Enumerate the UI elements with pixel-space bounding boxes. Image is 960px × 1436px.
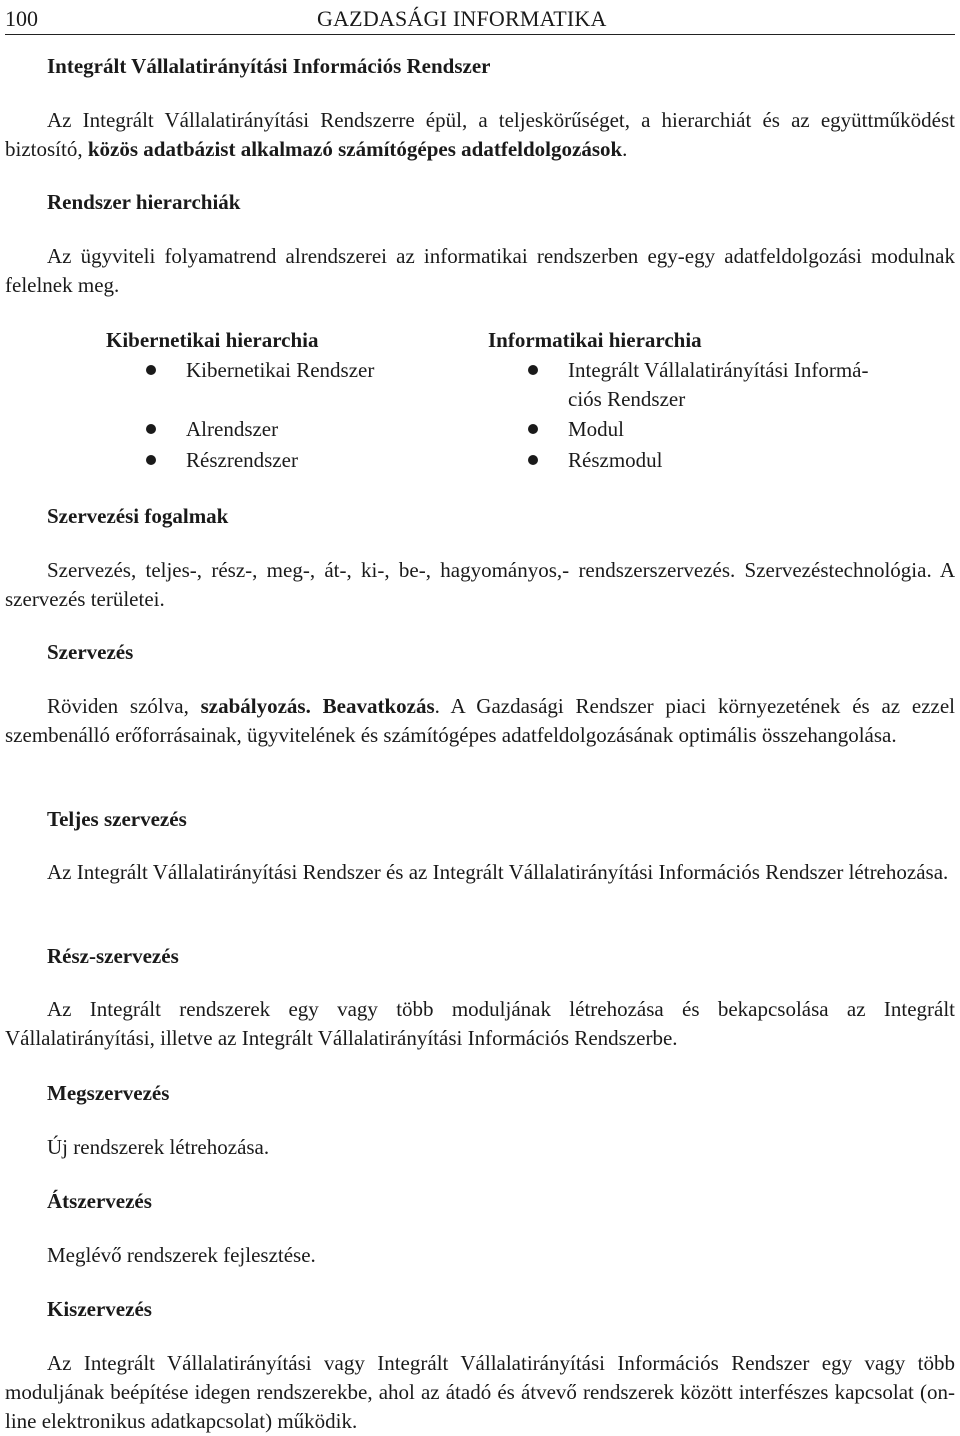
list-item xyxy=(146,356,374,385)
org-concepts-paragraph: Szervezés, teljes-, rész-, meg-, át-, ki-, be-, hagyományos,- rendszerszervezés. Szervezéstechnológia. A szervezés területei. xyxy=(5,558,955,611)
out-org-paragraph: Az Integrált Vállalatirányítási vagy Integrált Vállalatirányítási Információs Rendszer egy vagy több moduljának beépítése idegen rendszerekbe, ahol az átadó és átvevő rendszerek között interfészes kapcsolat (on-line elektronikus adatkapcsolat) működik. xyxy=(5,1351,955,1433)
page-header xyxy=(5,4,955,35)
bullet-icon xyxy=(528,424,538,434)
cybernetic-hierarchy-column xyxy=(106,326,374,475)
out-org-heading: Kiszervezés xyxy=(47,1297,152,1321)
bullet-icon xyxy=(146,455,156,465)
organization-bold-text: szabályozás. xyxy=(200,694,311,718)
list-item xyxy=(146,415,374,444)
organization-bold-text-2: Beavatkozás xyxy=(322,694,435,718)
list-item-text: Alrendszer xyxy=(186,417,279,441)
informatic-hierarchy-title: Informatikai hierarchia xyxy=(488,328,702,352)
list-item-text: Részrendszer xyxy=(186,448,298,472)
list-item xyxy=(146,446,374,475)
page-number: 100 xyxy=(5,6,38,31)
bullet-icon xyxy=(146,424,156,434)
list-item-text: Integrált Vállalatirányítási Informá- xyxy=(568,358,869,382)
re-org-heading: Átszervezés xyxy=(47,1189,152,1213)
informatic-hierarchy-column xyxy=(488,326,869,475)
list-item-text: Részmodul xyxy=(568,448,663,472)
list-item-text-continued: ciós Rendszer xyxy=(568,387,686,411)
partial-org-heading: Rész-szervezés xyxy=(47,944,179,968)
partial-org-paragraph: Az Integrált rendszerek egy vagy több moduljának létrehozása és bekapcsolása az Integrált Vállalatirányítási, illetve az Integrált Vállalatirányítási Információs Rendszerbe. xyxy=(5,997,955,1050)
organization-text: Röviden szólva, xyxy=(47,694,201,718)
new-org-heading: Megszervezés xyxy=(47,1081,170,1105)
org-concepts-heading: Szervezési fogalmak xyxy=(47,504,229,528)
list-item xyxy=(528,415,869,444)
list-item-text: Kibernetikai Rendszer xyxy=(186,358,375,382)
hierarchies-heading: Rendszer hierarchiák xyxy=(47,190,241,214)
hierarchies-paragraph: Az ügyviteli folyamatrend alrendszerei az informatikai rendszerben egy-egy adatfeldolgozási modulnak felelnek meg. xyxy=(5,244,955,297)
re-org-paragraph: Meglévő rendszerek fejlesztése. xyxy=(47,1243,316,1267)
intro-text-end: . xyxy=(622,137,628,161)
list-item xyxy=(528,356,869,414)
list-item-text: Modul xyxy=(568,417,625,441)
organization-text-end: . A Gazdasági Rendszer piaci környezetének és az ezzel szembenálló erőforrásainak, ügyvitelének és számítógépes adatfeldolgozásának optimális összehangolása. xyxy=(5,694,956,747)
bullet-icon xyxy=(528,455,538,465)
intro-paragraph xyxy=(5,106,955,164)
organization-heading: Szervezés xyxy=(47,640,134,664)
list-item xyxy=(528,446,869,475)
section-title: Integrált Vállalatirányítási Információs Rendszer xyxy=(47,54,491,78)
organization-paragraph xyxy=(5,692,955,750)
full-org-heading: Teljes szervezés xyxy=(47,807,187,831)
full-org-paragraph: Az Integrált Vállalatirányítási Rendszer és az Integrált Vállalatirányítási Információs Rendszer létrehozása. xyxy=(47,860,949,884)
bullet-icon xyxy=(146,365,156,375)
intro-bold-text: közös adatbázist alkalmazó számítógépes adatfeldolgozások xyxy=(87,137,623,161)
new-org-paragraph: Új rendszerek létrehozása. xyxy=(47,1135,270,1159)
cybernetic-hierarchy-title: Kibernetikai hierarchia xyxy=(106,328,319,352)
running-title: GAZDASÁGI INFORMATIKA xyxy=(317,6,607,31)
intro-text: Az Integrált Vállalatirányítási Rendszerre épül, a teljeskörűséget, a hierarchiát és az együttműködést biztosító, xyxy=(5,108,955,161)
bullet-icon xyxy=(528,365,538,375)
